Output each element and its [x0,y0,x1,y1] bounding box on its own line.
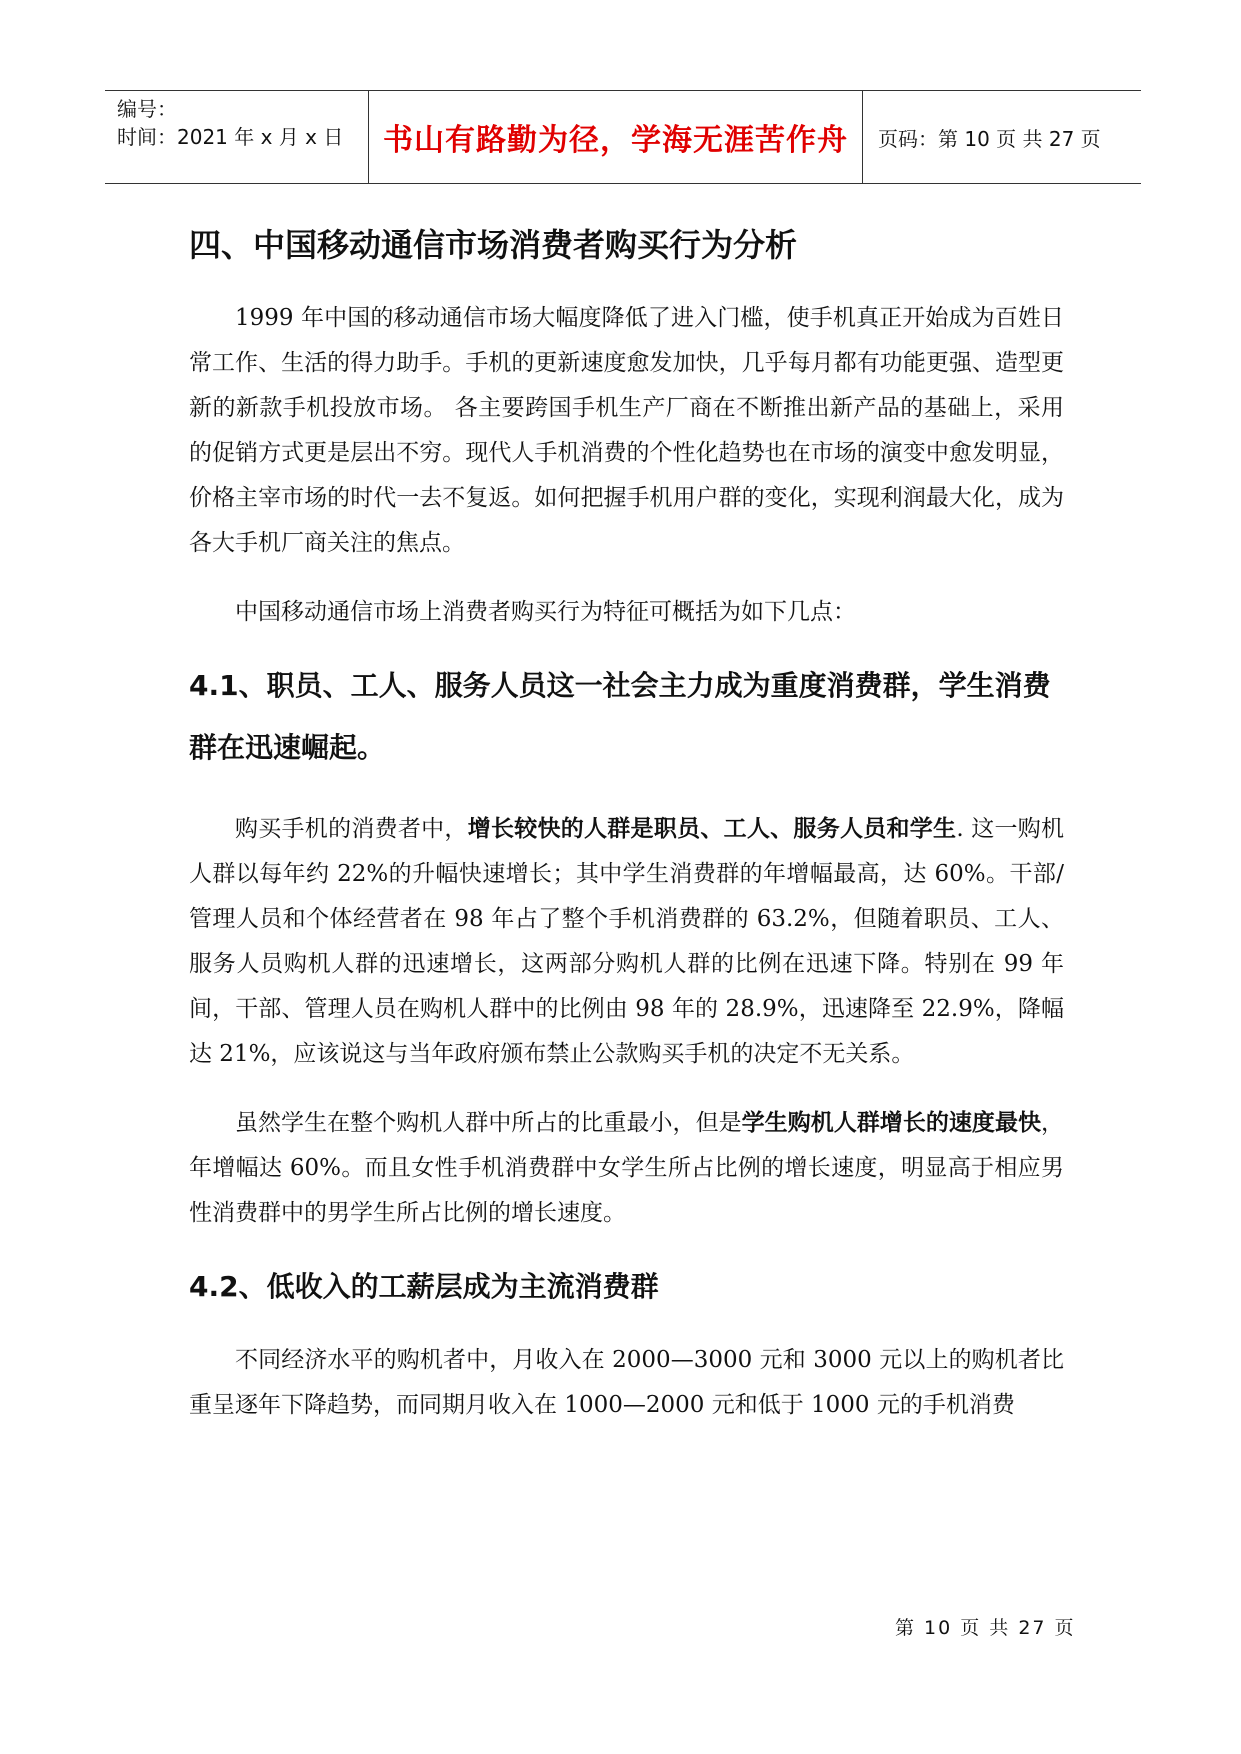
header-meta [117,95,367,151]
document-time-label: 时间：2021 年 x 月 x 日 [117,125,344,149]
document-number-label: 编号： [117,97,177,121]
header-page-label: 页码：第 10 页 共 27 页 [878,126,1101,151]
subsection-4-2-paragraph-1: 不同经济水平的购机者中，月收入在 2000—3000 元和 3000 元以上的购机者比重呈逐年下降趋势，而同期月收入在 1000—2000 元和低于 1000 元的手机消费 [189,1347,1064,1418]
paragraph-text: 购买手机的消费者中， [235,816,468,842]
intro-paragraph: 1999 年中国的移动通信市场大幅度降低了进入门槛，使手机真正开始成为百姓日常工作、生活的得力助手。手机的更新速度愈发加快，几乎每月都有功能更强、造型更新的新款手机投放市场。 各主要跨国手机生产厂商在不断推出新产品的基础上，采用的促销方式更是层出不穷。现代人手机消费的个性化趋势也在市场的演变中愈发明显，价格主宰市场的时代一去不复返。如何把握手机用户群的变化，实现利润最大化，成为各大手机厂商关注的焦点。 [189,305,1064,556]
paragraph-text: 虽然学生在整个购机人群中所占的比重最小，但是 [235,1110,742,1136]
emphasis-text: 增长较快的人群是职员、工人、服务人员和学生 [467,816,957,842]
paragraph-text: . 这一购机人群以每年约 22%的升幅快速增长；其中学生消费群的年增幅最高，达 60%。干部/管理人员和个体经营者在 98 年占了整个手机消费群的 63.2%，但随着职员、工人、服务人员购机人群的迅速增长，这两部分购机人群的比例在迅速下降。特别在 99 年间，干部、管理人员在购机人群中的比例由 98 年的 28.9%，迅速降至 22.9%，降幅达 21%，应该说这与当年政府颁布禁止公款购买手机的决定不无关系。 [189,816,1065,1067]
paragraph-text: ，年增幅达 60%。而且女性手机消费群中女学生所占比例的增长速度，明显高于相应男性消费群中的男学生所占比例的增长速度。 [189,1110,1065,1226]
summary-paragraph: 中国移动通信市场上消费者购买行为特征可概括为如下几点： [235,599,856,625]
subsection-title-4-1: 4.1、职员、工人、服务人员这一社会主力成为重度消费群，学生消费群在迅速崛起。 [189,669,1051,764]
page-header [105,90,1141,184]
subsection-title-4-2: 4.2、低收入的工薪层成为主流消费群 [189,1270,659,1303]
section-title: 四、中国移动通信市场消费者购买行为分析 [189,226,798,264]
page-footer: 第 10 页 共 27 页 [895,1617,1076,1639]
document-body [189,210,1064,1428]
subsection-4-1-paragraph-2 [189,1101,1064,1236]
subsection-4-1-paragraph-1 [189,807,1064,1077]
emphasis-text: 学生购机人群增长的速度最快 [741,1110,1042,1136]
header-motto: 书山有路勤为径，学海无涯苦作舟 [368,91,863,183]
